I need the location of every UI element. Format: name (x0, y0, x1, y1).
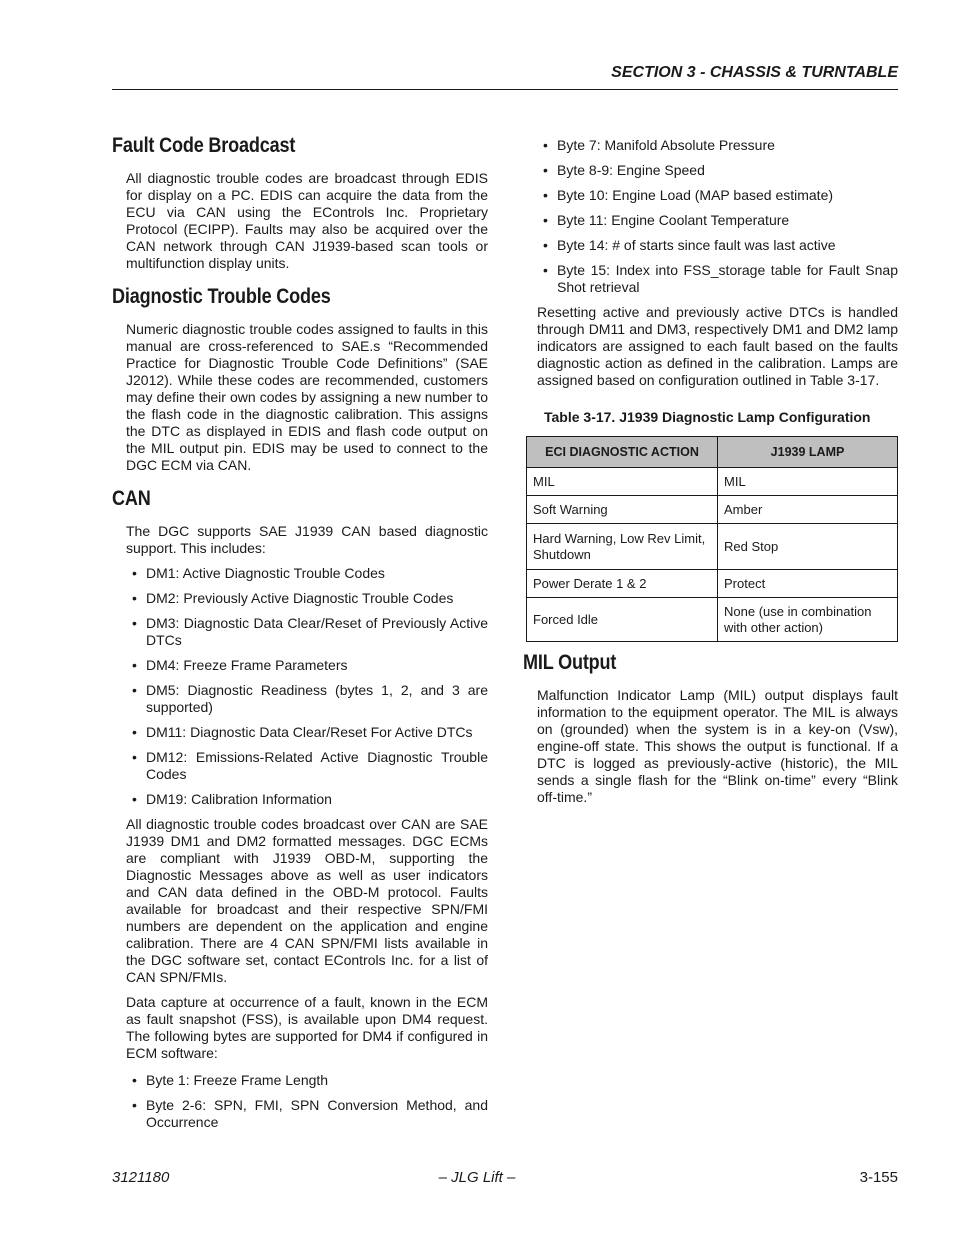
byte-list-left (112, 1072, 488, 1131)
table-cell: MIL (718, 468, 898, 496)
footer-company: – JLG Lift – (438, 1169, 516, 1186)
can-broadcast-text: All diagnostic trouble codes broadcast over CAN are SAE J1939 DM1 and DM2 formatted messages. DGC ECMs are compliant with J1939 OBD-M, supporting the Diagnostic Messages above as well as user indicators and CAN data defined in the OBD-M protocol. Faults available for broadcast and their respective SPN/FMI numbers are dependent on the application and engine calibration. There are 4 CAN SPN/FMI lists available in the DGC software set, contact EControls Inc. for a list of CAN SPN/FMIs. (126, 816, 488, 985)
heading-diagnostic-trouble-codes: Diagnostic Trouble Codes (112, 285, 331, 308)
table-cell: Amber (718, 496, 898, 524)
table-header-row (527, 437, 898, 468)
table-row (527, 468, 898, 496)
list-item: • DM3: Diagnostic Data Clear/Reset of Previously Active DTCs (126, 615, 488, 649)
table-caption: Table 3-17. J1939 Diagnostic Lamp Configuration (544, 409, 871, 425)
dm-list (112, 565, 488, 808)
table-cell: Protect (718, 570, 898, 598)
table-row (527, 598, 898, 642)
heading-can: CAN (112, 487, 151, 510)
list-item: • DM11: Diagnostic Data Clear/Reset For Active DTCs (126, 724, 488, 741)
heading-fault-code-broadcast: Fault Code Broadcast (112, 134, 296, 157)
can-intro-text: The DGC supports SAE J1939 CAN based diagnostic support. This includes: (126, 523, 488, 556)
byte-list-right (523, 137, 898, 296)
table-row (527, 524, 898, 570)
list-item: • Byte 14: # of starts since fault was last active (537, 237, 898, 254)
mil-output-text: Malfunction Indicator Lamp (MIL) output displays fault information to the equipment operator. The MIL is always on (grounded) when the system is in a key-on (Vsw), engine-off state. This shows the output is functional. If a DTC is logged as previously-active (historic), the MIL sends a single flash for the “Blink on-time” every “Blink off-time.” (537, 687, 898, 805)
list-item: • DM19: Calibration Information (126, 791, 488, 808)
list-item: • Byte 11: Engine Coolant Temperature (537, 212, 898, 229)
dtc-reset-text: Resetting active and previously active DTCs is handled through DM11 and DM3, respectively DM1 and DM2 lamp indicators are assigned to each fault based on the faults diagnostic action as defined in the calibration. Lamps are assigned based on configuration outlined in Table 3-17. (537, 304, 898, 388)
list-item: • Byte 2-6: SPN, FMI, SPN Conversion Method, and Occurrence (126, 1097, 488, 1131)
footer-page-number: 3-155 (859, 1169, 898, 1186)
table-cell: Power Derate 1 & 2 (527, 570, 718, 598)
diagnostic-trouble-codes-text: Numeric diagnostic trouble codes assigned to faults in this manual are cross-referenced to SAE.s “Recommended Practice for Diagnostic Trouble Code Definitions” (SAE J2012). While these codes are recommended, customers may define their own codes by assigning a new number to the flash code in the diagnostic calibration. This assigns the DTC as displayed in EDIS and flash code output on the MIL output pin. EDIS may be used to connect to the DGC ECM via CAN. (126, 321, 488, 473)
table-cell: MIL (527, 468, 718, 496)
list-item: • Byte 8-9: Engine Speed (537, 162, 898, 179)
fault-snapshot-text: Data capture at occurrence of a fault, known in the ECM as fault snapshot (FSS), is available upon DM4 request. The following bytes are supported for DM4 if configured in ECM software: (126, 994, 488, 1061)
table-row (527, 496, 898, 524)
list-item: • DM5: Diagnostic Readiness (bytes 1, 2, and 3 are supported) (126, 682, 488, 716)
table-cell: Hard Warning, Low Rev Limit, Shutdown (527, 524, 718, 570)
list-item: • DM4: Freeze Frame Parameters (126, 657, 488, 674)
left-column (112, 133, 488, 1139)
list-item: • DM2: Previously Active Diagnostic Trouble Codes (126, 590, 488, 607)
table-cell: Soft Warning (527, 496, 718, 524)
right-column (523, 133, 898, 806)
lamp-configuration-table (526, 436, 898, 642)
list-item: • DM12: Emissions-Related Active Diagnostic Trouble Codes (126, 749, 488, 783)
table-row (527, 570, 898, 598)
list-item: • Byte 10: Engine Load (MAP based estimate) (537, 187, 898, 204)
list-item: • Byte 7: Manifold Absolute Pressure (537, 137, 898, 154)
table-cell: None (use in combination with other action) (718, 598, 898, 642)
column-header: J1939 LAMP (718, 437, 898, 468)
fault-code-broadcast-text: All diagnostic trouble codes are broadcast through EDIS for display on a PC. EDIS can acquire the data from the ECU via CAN using the EControls Inc. Proprietary Protocol (ECIPP). Faults may also be acquired over the CAN network through CAN J1939-based scan tools or multifunction display units. (126, 170, 488, 271)
section-title: SECTION 3 - CHASSIS & TURNTABLE (611, 64, 898, 81)
footer-doc-number: 3121180 (112, 1169, 170, 1186)
table-cell: Forced Idle (527, 598, 718, 642)
list-item: • Byte 1: Freeze Frame Length (126, 1072, 488, 1089)
heading-mil-output: MIL Output (523, 651, 617, 674)
table-cell: Red Stop (718, 524, 898, 570)
list-item: • Byte 15: Index into FSS_storage table for Fault Snap Shot retrieval (537, 262, 898, 296)
header-rule (112, 89, 898, 90)
column-header: ECI DIAGNOSTIC ACTION (527, 437, 718, 468)
list-item: • DM1: Active Diagnostic Trouble Codes (126, 565, 488, 582)
